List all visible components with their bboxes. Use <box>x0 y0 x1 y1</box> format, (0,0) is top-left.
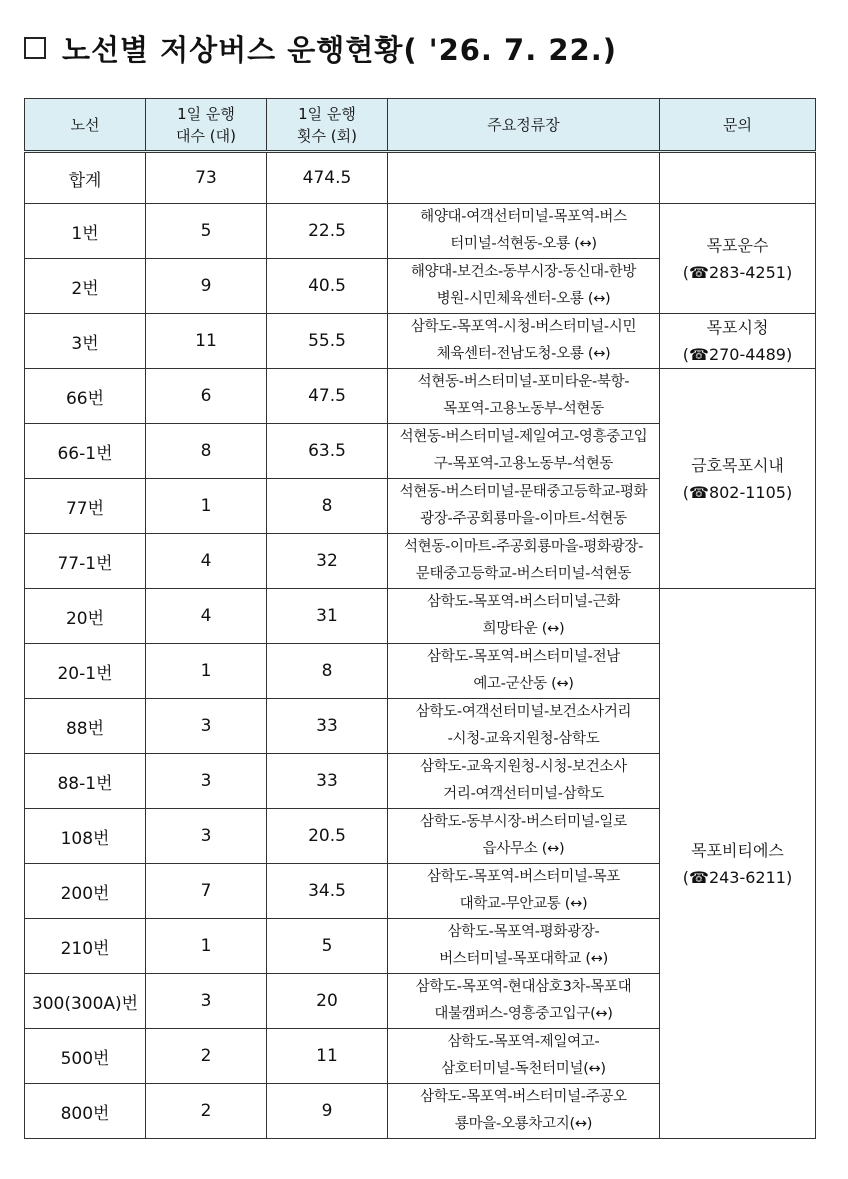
stops-line: 광장-주공회룡마을-이마트-석현동 <box>420 511 627 527</box>
contact-name: 목포운수 <box>706 235 769 255</box>
page-title <box>24 28 617 68</box>
runs-cell: 11 <box>267 1029 388 1084</box>
stops-line: 희망타운 (↔) <box>482 621 565 637</box>
route-cell: 108번 <box>25 809 146 864</box>
stops-line: 삼학도-교육지원청-시청-보건소사 <box>420 759 627 775</box>
stops-cell <box>388 479 660 534</box>
stops-line: 목포역-고용노동부-석현동 <box>443 401 604 417</box>
runs-cell: 5 <box>267 919 388 974</box>
runs-cell: 47.5 <box>267 369 388 424</box>
title-text: 노선별 저상버스 운행현황( '26. 7. 22.) <box>62 32 617 67</box>
route-cell: 66번 <box>25 369 146 424</box>
route-cell: 20번 <box>25 589 146 644</box>
buses-cell: 8 <box>146 424 267 479</box>
stops-cell <box>388 644 660 699</box>
table-row <box>25 314 816 369</box>
buses-cell: 3 <box>146 974 267 1029</box>
stops-line: 거리-여객선터미널-삼학도 <box>443 786 604 802</box>
stops-line: -시청-교육지원청-삼학도 <box>447 731 600 747</box>
total-runs: 474.5 <box>267 152 388 204</box>
stops-line: 석현동-버스터미널-문태중고등학교-평화 <box>399 484 648 500</box>
header-runs: 1일 운행 횟수 (회) <box>267 99 388 152</box>
buses-cell: 2 <box>146 1084 267 1139</box>
route-cell: 2번 <box>25 259 146 314</box>
runs-cell: 63.5 <box>267 424 388 479</box>
runs-cell: 33 <box>267 699 388 754</box>
contact-name: 금호목포시내 <box>691 455 784 475</box>
header-route: 노선 <box>25 99 146 152</box>
contact-phone: (☎802-1105) <box>682 482 793 502</box>
stops-line: 삼학도-목포역-제일여고- <box>447 1034 600 1050</box>
route-cell: 77번 <box>25 479 146 534</box>
table-row <box>25 204 816 259</box>
stops-line: 문태중고등학교-버스터미널-석현동 <box>415 566 632 582</box>
runs-cell: 34.5 <box>267 864 388 919</box>
route-cell: 200번 <box>25 864 146 919</box>
buses-cell: 9 <box>146 259 267 314</box>
total-label: 합계 <box>25 152 146 204</box>
stops-line: 대불캠퍼스-영흥중고입구(↔) <box>434 1006 613 1022</box>
stops-line: 삼호터미널-독천터미널(↔) <box>441 1061 606 1077</box>
stops-line: 터미널-석현동-오룡 (↔) <box>450 236 597 252</box>
table-row <box>25 369 816 424</box>
contact-cell <box>660 204 816 314</box>
route-cell: 1번 <box>25 204 146 259</box>
stops-cell <box>388 259 660 314</box>
stops-line: 병원-시민체육센터-오룡 (↔) <box>436 291 611 307</box>
stops-line: 삼학도-목포역-버스터미널-주공오 <box>420 1089 627 1105</box>
stops-cell <box>388 864 660 919</box>
buses-cell: 1 <box>146 644 267 699</box>
runs-cell: 55.5 <box>267 314 388 369</box>
runs-cell: 20.5 <box>267 809 388 864</box>
runs-cell: 33 <box>267 754 388 809</box>
stops-line: 삼학도-목포역-버스터미널-목포 <box>427 869 620 885</box>
stops-line: 삼학도-목포역-평화광장- <box>447 924 600 940</box>
stops-line: 버스터미널-목포대학교 (↔) <box>439 951 608 967</box>
checkbox-square-icon <box>24 37 46 59</box>
contact-cell <box>660 369 816 589</box>
total-row <box>25 152 816 204</box>
contact-name: 목포비티에스 <box>691 840 784 860</box>
stops-line: 삼학도-목포역-버스터미널-근화 <box>427 594 620 610</box>
stops-cell <box>388 754 660 809</box>
contact-cell <box>660 589 816 1139</box>
header-buses: 1일 운행 대수 (대) <box>146 99 267 152</box>
stops-cell <box>388 589 660 644</box>
stops-cell <box>388 1084 660 1139</box>
stops-cell <box>388 919 660 974</box>
stops-line: 읍사무소 (↔) <box>482 841 565 857</box>
runs-cell: 40.5 <box>267 259 388 314</box>
buses-cell: 3 <box>146 699 267 754</box>
buses-cell: 7 <box>146 864 267 919</box>
stops-line: 룡마을-오룡차고지(↔) <box>454 1116 593 1132</box>
buses-cell: 5 <box>146 204 267 259</box>
stops-line: 삼학도-목포역-현대삼호3차-목포대 <box>415 979 632 995</box>
stops-cell <box>388 534 660 589</box>
route-cell: 500번 <box>25 1029 146 1084</box>
runs-cell: 9 <box>267 1084 388 1139</box>
buses-cell: 2 <box>146 1029 267 1084</box>
runs-cell: 8 <box>267 644 388 699</box>
stops-line: 석현동-이마트-주공회룡마을-평화광장- <box>403 539 644 555</box>
buses-cell: 1 <box>146 479 267 534</box>
buses-cell: 11 <box>146 314 267 369</box>
stops-line: 구-목포역-고용노동부-석현동 <box>433 456 614 472</box>
stops-cell <box>388 369 660 424</box>
buses-cell: 3 <box>146 809 267 864</box>
stops-cell <box>388 974 660 1029</box>
route-cell: 66-1번 <box>25 424 146 479</box>
route-cell: 800번 <box>25 1084 146 1139</box>
contact-phone: (☎283-4251) <box>682 262 793 282</box>
stops-line: 대학교-무안교통 (↔) <box>459 896 588 912</box>
stops-cell <box>388 204 660 259</box>
runs-cell: 32 <box>267 534 388 589</box>
route-cell: 20-1번 <box>25 644 146 699</box>
total-contact-empty <box>660 152 816 204</box>
stops-line: 해양대-보건소-동부시장-동신대-한방 <box>410 264 637 280</box>
stops-line: 석현동-버스터미널-제일여고-영흥중고입 <box>399 429 648 445</box>
header-stops: 주요정류장 <box>388 99 660 152</box>
route-cell: 88-1번 <box>25 754 146 809</box>
route-cell: 88번 <box>25 699 146 754</box>
runs-cell: 22.5 <box>267 204 388 259</box>
contact-phone: (☎243-6211) <box>682 867 793 887</box>
contact-phone: (☎270-4489) <box>682 345 793 364</box>
stops-line: 삼학도-동부시장-버스터미널-일로 <box>420 814 627 830</box>
runs-cell: 20 <box>267 974 388 1029</box>
buses-cell: 1 <box>146 919 267 974</box>
route-cell: 77-1번 <box>25 534 146 589</box>
stops-cell <box>388 699 660 754</box>
stops-line: 석현동-버스터미널-포미타운-북항- <box>417 374 630 390</box>
header-contact: 문의 <box>660 99 816 152</box>
buses-cell: 3 <box>146 754 267 809</box>
stops-line: 삼학도-목포역-버스터미널-전남 <box>427 649 620 665</box>
runs-cell: 8 <box>267 479 388 534</box>
table-header-row <box>25 99 816 152</box>
stops-cell <box>388 1029 660 1084</box>
route-cell: 210번 <box>25 919 146 974</box>
stops-line: 체육센터-전남도청-오룡 (↔) <box>436 346 611 362</box>
buses-cell: 4 <box>146 589 267 644</box>
buses-cell: 6 <box>146 369 267 424</box>
stops-line: 예고-군산동 (↔) <box>473 676 574 692</box>
stops-line: 삼학도-여객선터미널-보건소사거리 <box>415 704 632 720</box>
contact-name: 목포시청 <box>706 318 769 337</box>
table-row <box>25 589 816 644</box>
total-buses: 73 <box>146 152 267 204</box>
route-cell: 300(300A)번 <box>25 974 146 1029</box>
contact-cell <box>660 314 816 369</box>
total-stops-empty <box>388 152 660 204</box>
bus-schedule-table <box>24 98 816 1139</box>
stops-line: 해양대-여객선터미널-목포역-버스 <box>420 209 627 225</box>
stops-cell <box>388 314 660 369</box>
route-cell: 3번 <box>25 314 146 369</box>
runs-cell: 31 <box>267 589 388 644</box>
stops-cell <box>388 809 660 864</box>
buses-cell: 4 <box>146 534 267 589</box>
stops-line: 삼학도-목포역-시청-버스터미널-시민 <box>410 319 637 335</box>
stops-cell <box>388 424 660 479</box>
